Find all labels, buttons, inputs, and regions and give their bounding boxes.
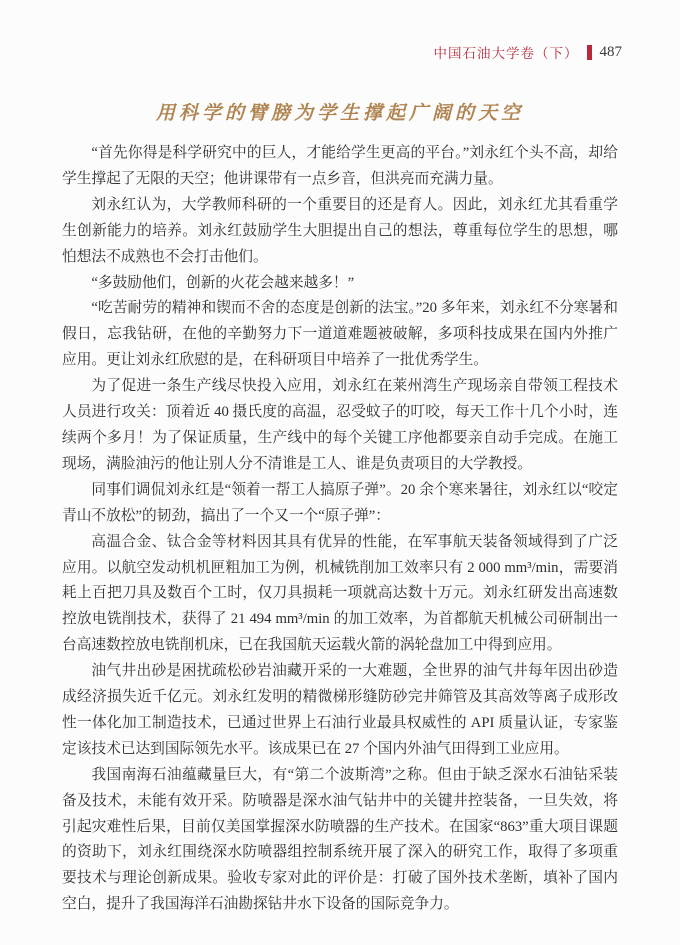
book-title: 中国石油大学卷（下） xyxy=(433,46,579,61)
paragraph-3: “多鼓励他们，创新的火花会越来越多！” xyxy=(91,274,355,291)
header-divider-bar xyxy=(587,45,592,60)
paragraph-6: 同事们调侃刘永红是“领着一帮工人搞原子弹”。20 余个寒来暑往，刘永红以“咬定青山不放松”的韧劲，搞出了一个又一个“原子弹”： xyxy=(62,481,618,524)
paragraph-4: “吃苦耐劳的精神和锲而不舍的态度是创新的法宝。”20 多年来，刘永红不分寒暑和假日，忘我钻研，在他的辛勤努力下一道道难题被破解，多项科技成果在国内外推广应用。更让刘永红欣慰的是，在科研项目中培养了一批优秀学生。 xyxy=(62,300,618,369)
paragraph-2: 刘永红认为，大学教师科研的一个重要目的还是育人。因此，刘永红尤其看重学生创新能力的培养。刘永红鼓励学生大胆提出自己的想法，尊重每位学生的思想，哪怕想法不成熟也不会打击他们。 xyxy=(62,196,618,265)
paragraph-9: 我国南海石油蕴藏量巨大，有“第二个波斯湾”之称。但由于缺乏深水石油钻采装备及技术，未能有效开采。防喷器是深水油气钻井中的关键井控装备，一旦失效，将引起灾难性后果，目前仅美国掌握深水防喷器的生产技术。在国家“863”重大项目课题的资助下，刘永红围绕深水防喷器组控制系统开展了深入的研究工作，取得了多项重要技术与理论创新成果。验收专家对此的评价是：打破了国外技术垄断，填补了国内空白，提升了我国海洋石油勘探钻井水下设备的国际竞争力。 xyxy=(62,766,618,913)
article-title: 用科学的臂膀为学生撑起广阔的天空 xyxy=(155,103,524,124)
article-body xyxy=(62,141,618,918)
page-number: 487 xyxy=(599,43,622,60)
paragraph-1: “首先你得是科学研究中的巨人，才能给学生更高的平台。”刘永红个头不高，却给学生撑起了无限的天空；他讲课带有一点乡音，但洪亮而充满力量。 xyxy=(62,145,618,187)
paragraph-7: 高温合金、钛合金等材料因其具有优异的性能，在军事航天装备领域得到了广泛应用。以航空发动机机匣粗加工为例，机械铣削加工效率只有 2 000 mm³/min，需要消耗上百把刀具及数百个工时，仅刀具损耗一项就高达数十万元。刘永红研发出高速数控放电铣削技术，获得了 21 494 mm³/min 的加工效率，为首都航天机械公司研制出一台高速数控放电铣削机床，已在我国航天运载火箭的涡轮盘加工中得到应用。 xyxy=(62,533,618,654)
paragraph-5: 为了促进一条生产线尽快投入应用，刘永红在莱州湾生产现场亲自带领工程技术人员进行攻关：顶着近 40 摄氏度的高温，忍受蚊子的叮咬，每天工作十几个小时，连续两个多月！为了保证质量，生产线中的每个关键工序他都要亲自动手完成。在施工现场，满脸油污的他让别人分不清谁是工人、谁是负责项目的大学教授。 xyxy=(62,378,618,472)
paragraph-8: 油气井出砂是困扰疏松砂岩油藏开采的一大难题，全世界的油气井每年因出砂造成经济损失近千亿元。刘永红发明的精微梯形缝防砂完井筛管及其高效等离子成形改性一体化加工制造技术，已通过世界上石油行业最具权威性的 API 质量认证，专家鉴定该技术已达到国际领先水平。该成果已在 27 个国内外油气田得到工业应用。 xyxy=(62,663,618,757)
page-header xyxy=(60,42,622,62)
